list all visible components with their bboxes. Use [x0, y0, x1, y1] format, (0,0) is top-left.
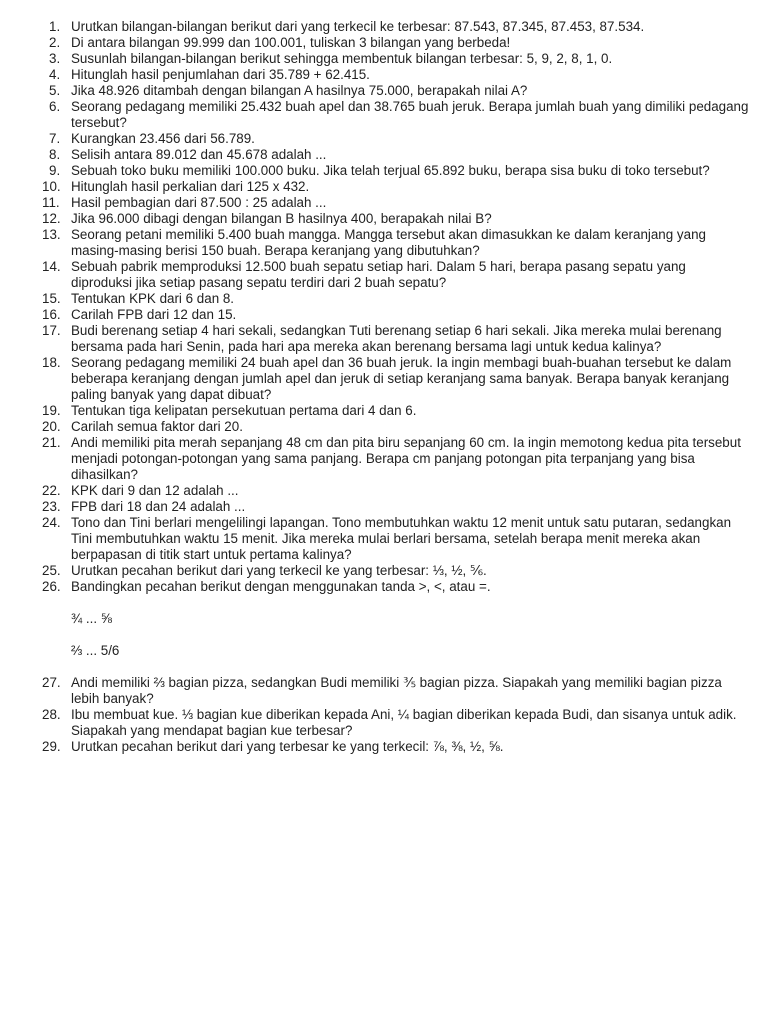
question-number: 19.: [42, 403, 61, 418]
question-number: 9.: [49, 163, 61, 178]
question-text: Budi berenang setiap 4 hari sekali, sedangkan Tuti berenang setiap 6 hari sekali. Jika mereka mulai berenang bersama pada hari Senin, pada hari apa mereka akan berenang bersama lagi untuk kedua kalinya?: [71, 323, 722, 354]
question-item: [0, 563, 768, 579]
question-text: Susunlah bilangan-bilangan berikut sehingga membentuk bilangan terbesar: 5, 9, 2, 8, 1, 0.: [71, 51, 613, 66]
question-text: Tentukan tiga kelipatan persekutuan pertama dari 4 dan 6.: [71, 403, 417, 418]
question-number: 29.: [42, 739, 61, 754]
question-item: [0, 675, 768, 707]
question-item: [0, 323, 768, 355]
question-text: Seorang pedagang memiliki 25.432 buah apel dan 38.765 buah jeruk. Berapa jumlah buah yang dimiliki pedagang tersebut?: [71, 99, 749, 130]
question-text: Urutkan bilangan-bilangan berikut dari yang terkecil ke terbesar: 87.543, 87.345, 87.453, 87.534.: [71, 19, 645, 34]
question-number: 20.: [42, 419, 61, 434]
question-text: Tentukan KPK dari 6 dan 8.: [71, 291, 235, 306]
question-text: Andi memiliki ⅔ bagian pizza, sedangkan Budi memiliki ⅗ bagian pizza. Siapakah yang memiliki bagian pizza lebih banyak?: [71, 675, 722, 706]
question-text: Tono dan Tini berlari mengelilingi lapangan. Tono membutuhkan waktu 12 menit untuk satu putaran, sedangkan Tini membutuhkan waktu 15 menit. Jika mereka mulai berlari bersama, setelah berapa menit mereka akan berpapasan di titik start untuk pertama kalinya?: [71, 515, 732, 562]
question-text: Di antara bilangan 99.999 dan 100.001, tuliskan 3 bilangan yang berbeda!: [71, 35, 511, 50]
question-text: Hasil pembagian dari 87.500 : 25 adalah ...: [71, 195, 327, 210]
question-text: Carilah FPB dari 12 dan 15.: [71, 307, 237, 322]
question-number: 7.: [49, 131, 61, 146]
question-number: 14.: [42, 259, 61, 274]
question-item: [0, 355, 768, 403]
question-text: Jika 48.926 ditambah dengan bilangan A hasilnya 75.000, berapakah nilai A?: [71, 83, 528, 98]
question-item: [0, 579, 768, 595]
question-item: [0, 19, 768, 35]
question-number: 10.: [42, 179, 61, 194]
question-item: [0, 35, 768, 51]
question-number: 3.: [49, 51, 61, 66]
question-text: Selisih antara 89.012 dan 45.678 adalah ...: [71, 147, 327, 162]
question-item: [0, 211, 768, 227]
question-item: [0, 291, 768, 307]
question-text: Seorang pedagang memiliki 24 buah apel dan 36 buah jeruk. Ia ingin membagi buah-buahan tersebut ke dalam beberapa keranjang dengan jumlah apel dan jeruk di setiap keranjang sama banyak. Berapa banyak keranjang paling banyak yang dapat dibuat?: [71, 355, 732, 402]
question-text: Seorang petani memiliki 5.400 buah mangga. Mangga tersebut akan dimasukkan ke dalam keranjang yang masing-masing berisi 150 buah. Berapa keranjang yang dibutuhkan?: [71, 227, 706, 258]
question-item: [0, 739, 768, 755]
question-number: 28.: [42, 707, 61, 722]
question-item: [0, 307, 768, 323]
fraction-comparison: ¾ ... ⅝: [71, 611, 112, 626]
question-number: 21.: [42, 435, 61, 450]
spacer: [0, 595, 768, 611]
question-number: 18.: [42, 355, 61, 370]
question-number: 25.: [42, 563, 61, 578]
question-text: KPK dari 9 dan 12 adalah ...: [71, 483, 239, 498]
question-item: [0, 179, 768, 195]
question-text: Ibu membuat kue. ⅓ bagian kue diberikan kepada Ani, ¼ bagian diberikan kepada Budi, dan sisanya untuk adik. Siapakah yang mendapat bagian kue terbesar?: [71, 707, 737, 738]
question-item: [0, 131, 768, 147]
question-item: [0, 707, 768, 739]
question-number: 5.: [49, 83, 61, 98]
question-item: [0, 99, 768, 131]
question-text: Carilah semua faktor dari 20.: [71, 419, 243, 434]
question-text: FPB dari 18 dan 24 adalah ...: [71, 499, 246, 514]
question-number: 26.: [42, 579, 61, 594]
question-item: [0, 147, 768, 163]
question-item: [0, 499, 768, 515]
question-item: [0, 403, 768, 419]
spacer: [0, 627, 768, 643]
fraction-comparison: ⅔ ... 5/6: [71, 643, 120, 658]
question-text: Andi memiliki pita merah sepanjang 48 cm dan pita biru sepanjang 60 cm. Ia ingin memotong kedua pita tersebut menjadi potongan-potongan yang sama panjang. Berapa cm panjang potongan pita terpanjang yang bisa dihasilkan?: [71, 435, 741, 482]
question-text: Bandingkan pecahan berikut dengan menggunakan tanda >, <, atau =.: [71, 579, 491, 594]
question-number: 15.: [42, 291, 61, 306]
question-item: [0, 435, 768, 483]
question-text: Sebuah pabrik memproduksi 12.500 buah sepatu setiap hari. Dalam 5 hari, berapa pasang sepatu yang diproduksi jika setiap pasang sepatu terdiri dari 2 buah sepatu?: [71, 259, 686, 290]
question-number: 12.: [42, 211, 61, 226]
question-text: Sebuah toko buku memiliki 100.000 buku. Jika telah terjual 65.892 buku, berapa sisa buku di toko tersebut?: [71, 163, 710, 178]
question-number: 27.: [42, 675, 61, 690]
question-text: Hitunglah hasil penjumlahan dari 35.789 + 62.415.: [71, 67, 370, 82]
question-item: [0, 483, 768, 499]
question-number: 6.: [49, 99, 61, 114]
question-item: [0, 83, 768, 99]
question-item: [0, 419, 768, 435]
question-item: [0, 67, 768, 83]
question-item: [0, 227, 768, 259]
question-number: 16.: [42, 307, 61, 322]
question-list: [0, 19, 768, 755]
question-item: [0, 195, 768, 211]
question-text: Jika 96.000 dibagi dengan bilangan B hasilnya 400, berapakah nilai B?: [71, 211, 492, 226]
question-number: 4.: [49, 67, 61, 82]
question-text: Hitunglah hasil perkalian dari 125 x 432.: [71, 179, 310, 194]
question-item: [0, 51, 768, 67]
question-number: 22.: [42, 483, 61, 498]
question-number: 17.: [42, 323, 61, 338]
question-number: 23.: [42, 499, 61, 514]
question-number: 11.: [42, 195, 60, 210]
question-number: 13.: [42, 227, 61, 242]
question-number: 2.: [49, 35, 61, 50]
question-item: [0, 515, 768, 563]
spacer: [0, 659, 768, 675]
question-number: 8.: [49, 147, 61, 162]
question-text: Urutkan pecahan berikut dari yang terkecil ke yang terbesar: ⅓, ½, ⅚.: [71, 563, 487, 578]
question-number: 1.: [49, 19, 61, 34]
question-number: 24.: [42, 515, 61, 530]
question-item: [0, 163, 768, 179]
question-text: Kurangkan 23.456 dari 56.789.: [71, 131, 255, 146]
question-text: Urutkan pecahan berikut dari yang terbesar ke yang terkecil: ⅞, ⅜, ½, ⅝.: [71, 739, 504, 754]
question-item: [0, 259, 768, 291]
